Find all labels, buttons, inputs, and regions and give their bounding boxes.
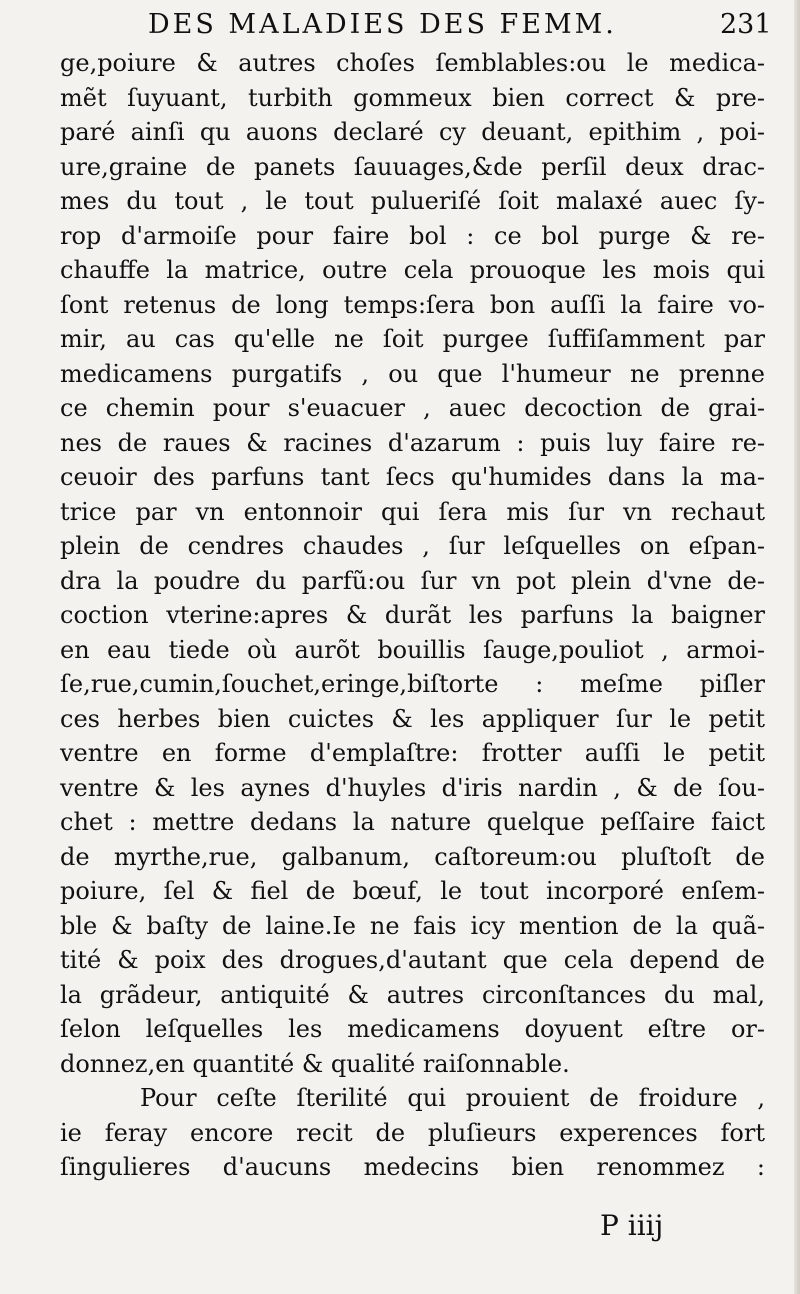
text-line: mes du tout , le tout pulueriſé ſoit malaxé auec ſy- — [60, 187, 765, 215]
text-line: mir, au cas qu'elle ne ſoit purgee ſuffiſamment par — [60, 325, 765, 353]
text-line: ure,graine de panets ſauuages,&de perſil deux drac- — [60, 152, 765, 181]
body-text — [60, 46, 765, 1185]
text-line: chauffe la matrice, outre cela prouoque les mois qui — [60, 256, 765, 284]
text-line: ge,poiure & autres choſes ſemblables:ou le medica- — [60, 49, 765, 77]
text-line: paré ainſi qu auons declaré cy deuant, epithim , poi- — [60, 118, 765, 146]
text-line: chet : mettre dedans la nature quelque peſſaire faict — [60, 808, 765, 836]
text-line: Pour ceſte ſterilité qui prouient de froidure , — [140, 1084, 765, 1112]
text-line: medicamens purgatifs , ou que l'humeur ne prenne — [60, 359, 765, 388]
text-line: tité & poix des drogues,d'autant que cela depend de — [60, 946, 765, 974]
text-line: en eau tiede où aurõt bouillis ſauge,pouliot , armoi- — [60, 635, 765, 664]
text-line: rop d'armoiſe pour faire bol : ce bol purge & re- — [60, 221, 765, 250]
page-edge — [794, 0, 800, 1294]
text-line: ceuoir des parfuns tant ſecs qu'humides dans la ma- — [60, 463, 765, 491]
running-title: DES MALADIES DES FEMM. — [148, 9, 617, 40]
text-line: ventre & les aynes d'huyles d'iris nardin , & de ſou- — [60, 773, 765, 802]
running-head — [0, 6, 800, 46]
text-line: ie feray encore recit de pluſieurs experences fort — [60, 1118, 765, 1147]
text-line: ventre en forme d'emplaſtre: frotter auſſi le petit — [60, 739, 765, 767]
text-line: donnez,en quantité & qualité raiſonnable. — [60, 1049, 570, 1078]
text-line: ſelon leſquelles les medicamens doyuent eſtre or- — [60, 1015, 765, 1043]
text-line: coction vterine:apres & durãt les parfuns la baigner — [60, 601, 765, 629]
text-line: de myrthe,rue, galbanum, caſtoreum:ou pluſtoſt de — [60, 842, 765, 871]
text-line: mẽt ſuyuant, turbith gommeux bien correct & pre- — [60, 83, 765, 112]
signature-mark: P iiij — [600, 1209, 664, 1242]
text-line: nes de raues & racines d'azarum : puis luy faire re- — [60, 428, 765, 457]
text-line: ble & baſty de laine.Ie ne fais icy mention de la quã- — [60, 911, 765, 940]
paragraph-1 — [60, 46, 765, 1081]
text-line: ſe,rue,cumin,ſouchet,eringe,biſtorte : meſme piſler — [60, 670, 765, 698]
text-line: trice par vn entonnoir qui ſera mis ſur vn rechaut — [60, 497, 765, 526]
text-line: poiure, ſel & fiel de bœuf, le tout incorporé enſem- — [60, 877, 765, 905]
page-number: 231 — [720, 9, 772, 40]
text-line: ce chemin pour s'euacuer , auec decoction de grai- — [60, 394, 765, 422]
text-line: dra la poudre du parfũ:ou ſur vn pot plein d'vne de- — [60, 566, 765, 595]
text-line: ſont retenus de long temps:ſera bon auſſi la faire vo- — [60, 290, 765, 319]
text-line: la grãdeur, antiquité & autres circonſtances du mal, — [60, 980, 765, 1009]
text-line: ces herbes bien cuictes & les appliquer ſur le petit — [60, 704, 765, 733]
paragraph-2 — [60, 1081, 765, 1185]
text-line: plein de cendres chaudes , ſur leſquelles on eſpan- — [60, 532, 765, 560]
text-line: ſingulieres d'aucuns medecins bien renommez : — [60, 1153, 765, 1181]
